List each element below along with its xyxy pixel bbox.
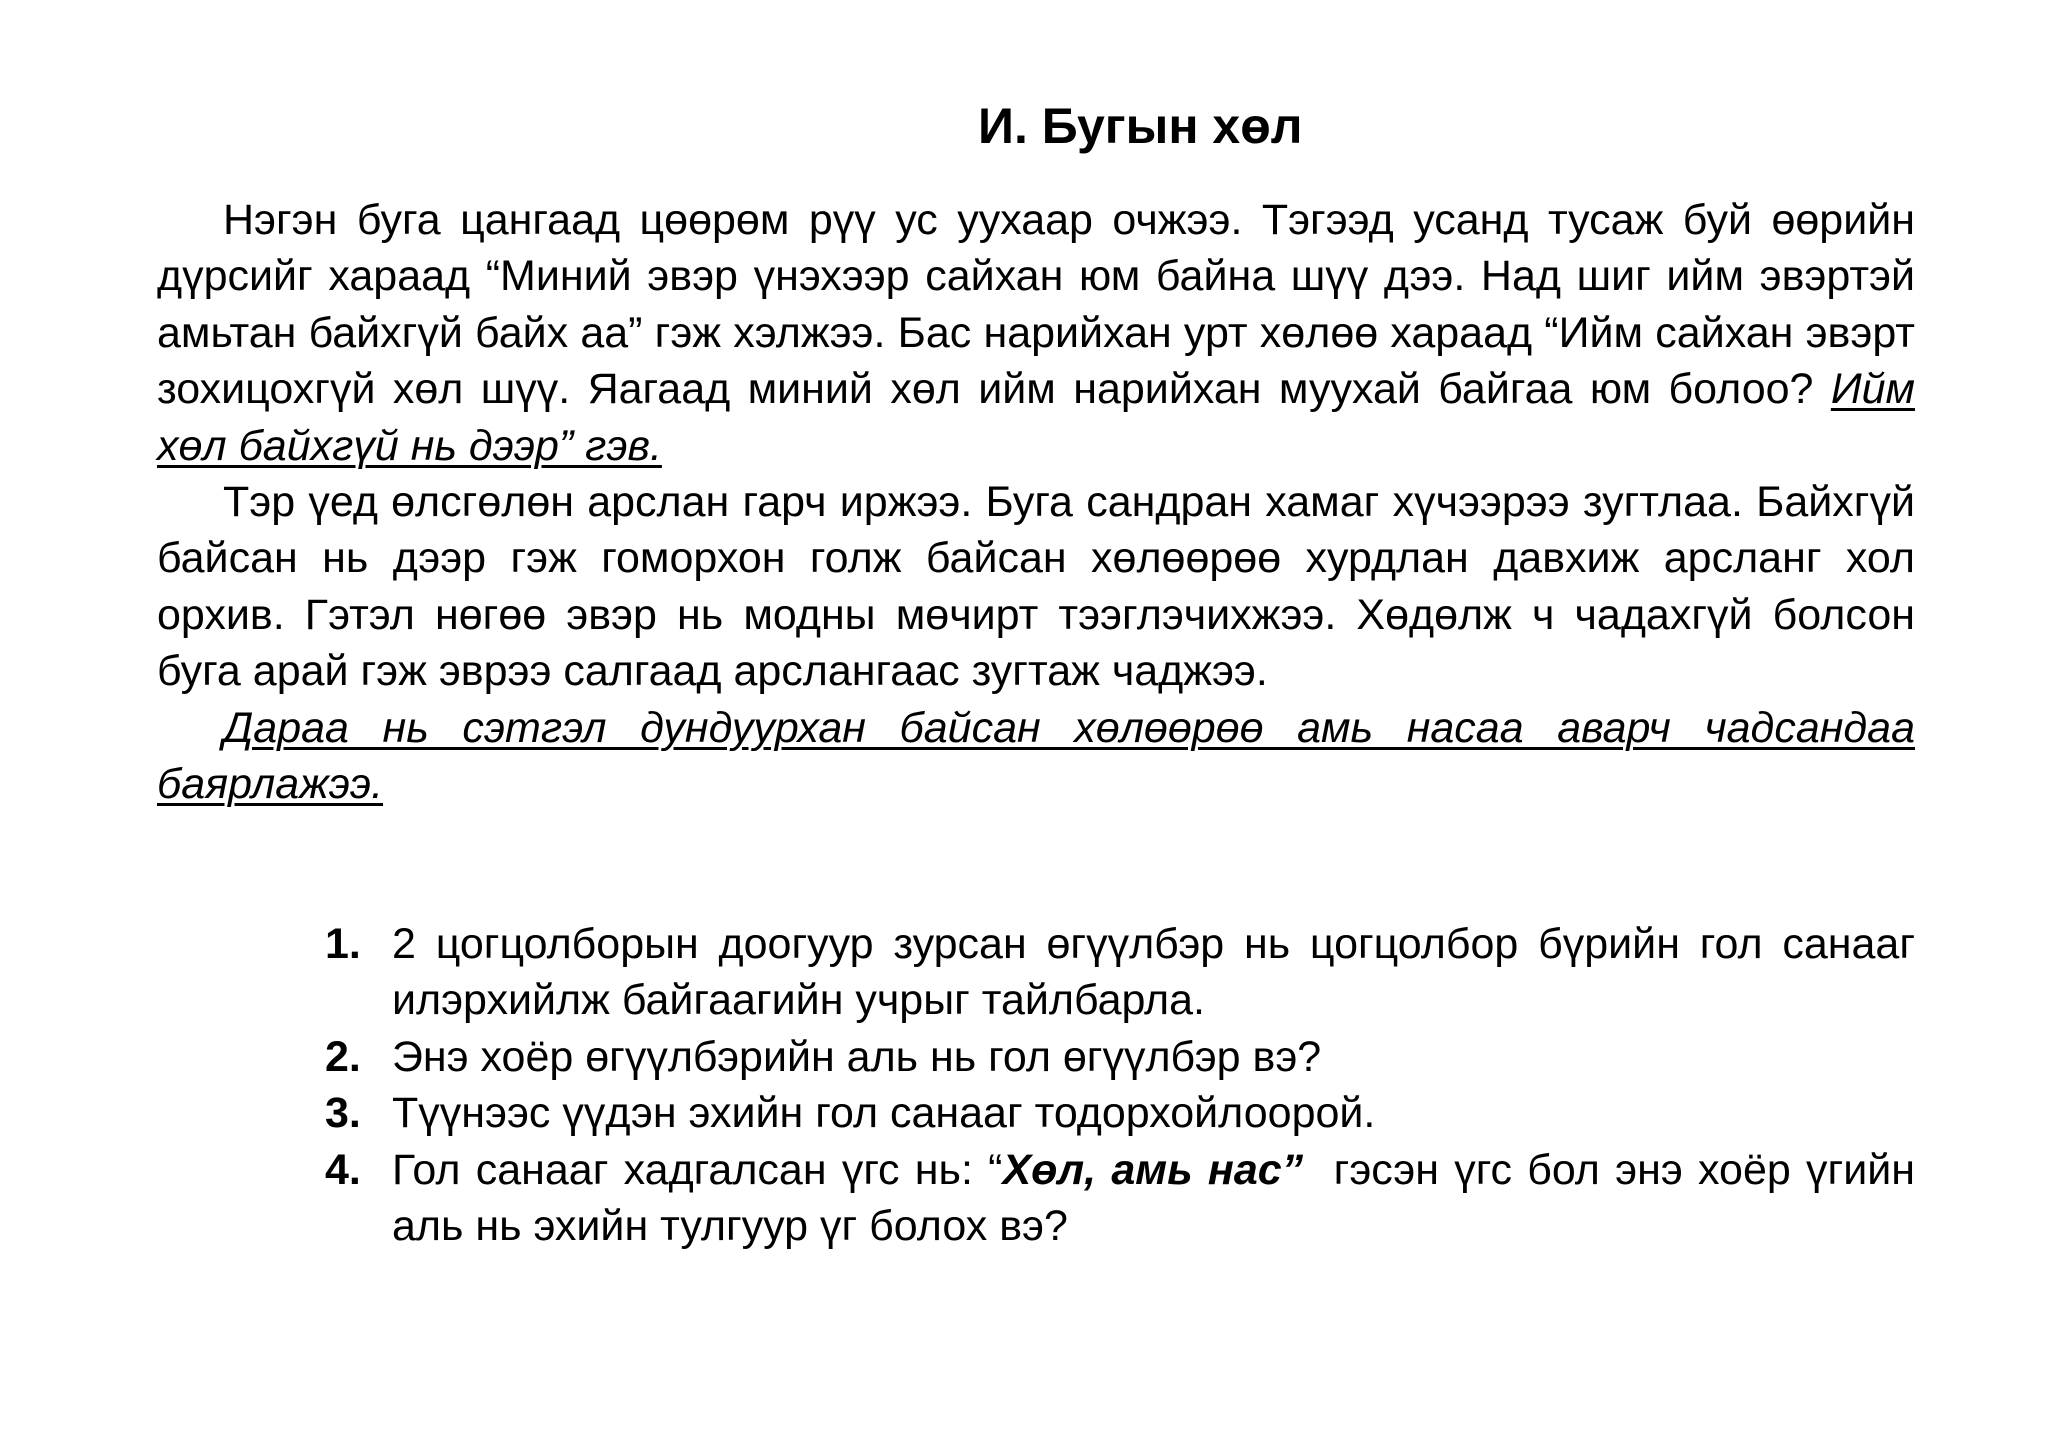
story-paragraph-2	[157, 474, 1915, 700]
question-number: 3.	[325, 1089, 361, 1138]
page-title: И. Бугын хөл	[978, 98, 1303, 154]
paragraph-text: Тэр үед өлсгөлөн арслан гарч иржээ. Буга сандран хамаг хүчээрээ зугтлаа. Байхгүй байсан нь дээр гэж гоморхон голж байсан хөлөөрөө хурдлан давхиж арсланг хол орхив. Гэтэл нөгөө эвэр нь модны мөчирт тээглэчихжээ. Хөдөлж ч чадахгүй болсон буга арай гэж эврээ салгаад арслангаас зугтаж чаджээ.	[157, 478, 1915, 696]
question-list	[320, 916, 1927, 1254]
question-item	[320, 1142, 1927, 1255]
question-text: Энэ хоёр өгүүлбэрийн аль нь гол өгүүлбэр вэ?	[392, 1032, 1322, 1081]
question-text: Гол санааг хадгалсан үгс нь: “	[392, 1145, 1003, 1194]
story-text	[157, 192, 1915, 812]
question-item	[320, 1085, 1915, 1141]
question-item	[320, 916, 1915, 1029]
story-paragraph-3	[157, 700, 1915, 813]
paragraph-text: Нэгэн буга цангаад цөөрөм рүү ус уухаар очжээ. Тэгээд усанд тусаж буй өөрийн дүрсийг хараад “Миний эвэр үнэхээр сайхан юм байна шүү дээ. Над шиг ийм эвэртэй амьтан байхгүй байх аа” гэж хэлжээ. Бас нарийхан урт хөлөө хараад “Ийм сайхан эвэрт зохицохгүй хөл шүү. Яагаад миний хөл ийм нарийхан муухай байгаа юм болоо?	[157, 196, 1915, 414]
question-number: 4.	[325, 1145, 361, 1194]
question-number: 1.	[325, 920, 361, 968]
question-number: 2.	[325, 1032, 361, 1081]
story-paragraph-1	[157, 192, 1915, 474]
question-text: гэсэн үгс бол энэ хоёр үгийн аль нь эхийн тулгуур үг болох вэ?	[392, 1145, 1927, 1251]
underlined-main-sentence-2: Дараа нь сэтгэл дундуурхан байсан хөлөөрөө амь насаа аварч чадсандаа баярлажээ.	[157, 703, 1915, 809]
question-text: Түүнээс үүдэн эхийн гол санааг тодорхойлоорой.	[392, 1089, 1376, 1138]
question-text: 2 цогцолборын доогуур зурсан өгүүлбэр нь цогцолбор бүрийн гол санааг илэрхийлж байгаагийн учрыг тайлбарла.	[392, 920, 1915, 1025]
question-item	[320, 1029, 1915, 1085]
underlined-main-sentence-1: Ийм хөл байхгүй нь дээр” гэв.	[157, 365, 1915, 470]
question-keyword: Хөл, амь нас”	[1002, 1145, 1304, 1194]
